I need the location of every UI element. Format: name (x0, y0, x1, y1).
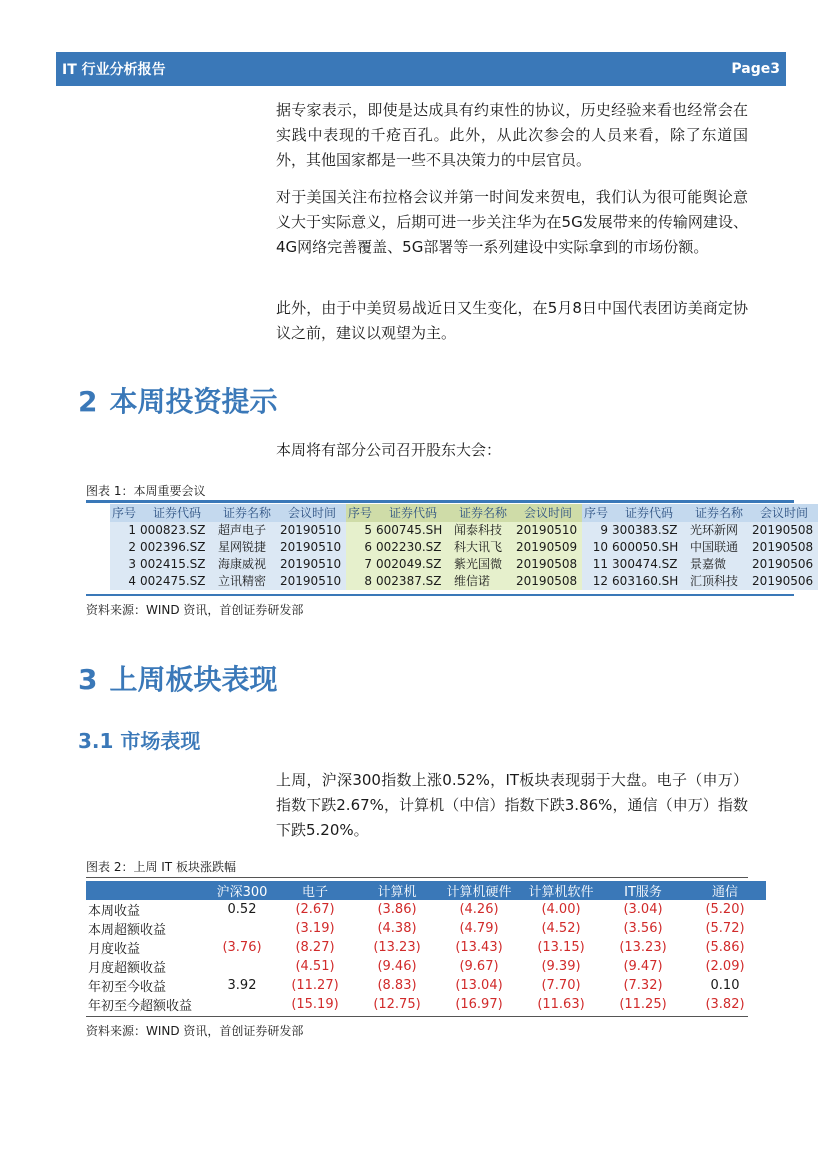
cell-no: 10 (582, 539, 610, 556)
cell-code: 002475.SZ (138, 573, 216, 590)
cell-no: 12 (582, 573, 610, 590)
cell-date: 20190508 (514, 573, 582, 590)
cell-no: 5 (346, 522, 374, 539)
header-date: 会议时间 (278, 504, 346, 522)
header-telecom: 通信 (684, 881, 766, 900)
cell-name: 紫光国微 (452, 556, 514, 573)
cell-it-services: (3.56) (623, 921, 663, 936)
cell-code: 000823.SZ (138, 522, 216, 539)
cell-no: 2 (110, 539, 138, 556)
cell-no: 4 (110, 573, 138, 590)
cell-telecom: (5.72) (705, 921, 745, 936)
cell-it-services: (9.47) (623, 959, 663, 974)
table-row (86, 919, 766, 938)
figure-2-bottom-rule (86, 1016, 748, 1017)
row-label: 月度收益 (88, 942, 141, 957)
cell-it-services: (7.32) (623, 978, 663, 993)
cell-name: 闻泰科技 (452, 522, 514, 539)
section-3-title: 上周板块表现 (109, 663, 278, 696)
cell-software: (13.15) (537, 940, 585, 955)
paragraph-1: 据专家表示，即使是达成具有约束性的协议，历史经验来看也经常会在实践中表现的千疮百孔。此外，从此次参会的人员来看，除了东道国外，其他国家都是一些不具决策力的中层官员。 (276, 101, 748, 169)
section-2-title: 本周投资提示 (109, 385, 278, 418)
page-number: Page3 (731, 61, 780, 77)
cell-date: 20190510 (278, 539, 346, 556)
paragraph-3: 此外，由于中美贸易战近日又生变化，在5月8日中国代表团访美商定协议之前，建议以观望为主。 (276, 299, 748, 342)
cell-computer: (13.23) (373, 940, 421, 955)
cell-electronics: (2.67) (295, 902, 335, 917)
cell-hardware: (13.43) (455, 940, 503, 955)
cell-date: 20190510 (278, 573, 346, 590)
cell-name: 汇顶科技 (688, 573, 750, 590)
cell-name: 科大讯飞 (452, 539, 514, 556)
cell-software: (4.00) (541, 902, 581, 917)
header-code: 证券代码 (610, 504, 688, 522)
cell-computer: (12.75) (373, 997, 421, 1012)
sector-table-header (86, 881, 766, 900)
table-row (110, 573, 818, 590)
table-row (86, 938, 766, 957)
header-hs300: 沪深300 (210, 881, 274, 900)
cell-date: 20190508 (750, 539, 818, 556)
header-it-services: IT服务 (602, 881, 684, 900)
cell-name: 星网锐捷 (216, 539, 278, 556)
cell-telecom: 0.10 (710, 978, 740, 993)
header-name: 证券名称 (452, 504, 514, 522)
table-row (110, 522, 818, 539)
cell-hs300: 3.92 (227, 978, 257, 993)
cell-date: 20190510 (514, 522, 582, 539)
row-label: 本周超额收益 (88, 923, 167, 938)
page-header (56, 52, 786, 86)
section-3-heading (78, 658, 278, 698)
cell-computer: (3.86) (377, 902, 417, 917)
meetings-table-header (110, 504, 818, 522)
cell-code: 300474.SZ (610, 556, 688, 573)
cell-software: (7.70) (541, 978, 581, 993)
cell-name: 超声电子 (216, 522, 278, 539)
header-hardware: 计算机硬件 (438, 881, 520, 900)
cell-no: 3 (110, 556, 138, 573)
cell-computer: (4.38) (377, 921, 417, 936)
figure-2-top-rule (86, 877, 748, 878)
paragraph-2: 对于美国关注布拉格会议并第一时间发来贺电，我们认为很可能舆论意义大于实际意义，后期可进一步关注华为在5G发展带来的传输网建设、4G网络完善覆盖、5G部署等一系列建设中实际拿到的市场份额。 (276, 188, 748, 256)
cell-it-services: (3.04) (623, 902, 663, 917)
cell-hs300 (210, 995, 274, 1014)
cell-date: 20190510 (278, 556, 346, 573)
cell-code: 002230.SZ (374, 539, 452, 556)
header-name: 证券名称 (688, 504, 750, 522)
cell-electronics: (11.27) (291, 978, 339, 993)
cell-hs300: 0.52 (227, 902, 257, 917)
cell-code: 300383.SZ (610, 522, 688, 539)
table-row (86, 995, 766, 1014)
cell-hardware: (4.26) (459, 902, 499, 917)
figure-1-source: 资料来源：WIND 资讯，首创证券研发部 (86, 603, 304, 617)
section-3-1-number: 3.1 (78, 729, 114, 753)
cell-date: 20190510 (278, 522, 346, 539)
header-computer: 计算机 (356, 881, 438, 900)
cell-name: 光环新网 (688, 522, 750, 539)
cell-date: 20190508 (514, 556, 582, 573)
cell-telecom: (5.86) (705, 940, 745, 955)
cell-no: 1 (110, 522, 138, 539)
cell-name: 立讯精密 (216, 573, 278, 590)
header-date: 会议时间 (750, 504, 818, 522)
cell-code: 002396.SZ (138, 539, 216, 556)
cell-hs300: (3.76) (222, 940, 262, 955)
header-no: 序号 (110, 504, 138, 522)
header-software: 计算机软件 (520, 881, 602, 900)
cell-date: 20190509 (514, 539, 582, 556)
figure-1-top-rule (86, 500, 794, 503)
section-2-number: 2 (78, 385, 98, 418)
cell-telecom: (3.82) (705, 997, 745, 1012)
section-3-1-title: 市场表现 (120, 729, 201, 753)
report-title: IT 行业分析报告 (62, 62, 166, 78)
section-2-heading (78, 380, 278, 420)
cell-hardware: (13.04) (455, 978, 503, 993)
cell-name: 维信诺 (452, 573, 514, 590)
paragraph-4: 本周将有部分公司召开股东大会： (276, 441, 502, 459)
cell-electronics: (8.27) (295, 940, 335, 955)
cell-code: 600050.SH (610, 539, 688, 556)
cell-no: 11 (582, 556, 610, 573)
figure-2-source: 资料来源：WIND 资讯，首创证券研发部 (86, 1024, 304, 1038)
cell-code: 002387.SZ (374, 573, 452, 590)
header-code: 证券代码 (374, 504, 452, 522)
cell-electronics: (3.19) (295, 921, 335, 936)
cell-electronics: (4.51) (295, 959, 335, 974)
header-date: 会议时间 (514, 504, 582, 522)
header-no: 序号 (582, 504, 610, 522)
cell-hardware: (16.97) (455, 997, 503, 1012)
figure-2-title: 图表 2：上周 IT 板块涨跌幅 (86, 860, 236, 874)
cell-code: 600745.SH (374, 522, 452, 539)
cell-telecom: (2.09) (705, 959, 745, 974)
row-label: 年初至今收益 (88, 980, 167, 995)
cell-software: (4.52) (541, 921, 581, 936)
header-name: 证券名称 (216, 504, 278, 522)
cell-electronics: (15.19) (291, 997, 339, 1012)
cell-it-services: (11.25) (619, 997, 667, 1012)
table-row (86, 900, 766, 919)
table-row (110, 539, 818, 556)
row-label: 年初至今超额收益 (88, 999, 193, 1014)
cell-name: 海康威视 (216, 556, 278, 573)
section-3-number: 3 (78, 663, 98, 696)
cell-no: 6 (346, 539, 374, 556)
cell-date: 20190506 (750, 573, 818, 590)
cell-date: 20190506 (750, 556, 818, 573)
cell-name: 中国联通 (688, 539, 750, 556)
cell-no: 8 (346, 573, 374, 590)
cell-code: 002415.SZ (138, 556, 216, 573)
header-electronics: 电子 (274, 881, 356, 900)
sector-performance-table (86, 881, 766, 1014)
cell-no: 9 (582, 522, 610, 539)
row-label: 月度超额收益 (88, 961, 167, 976)
cell-code: 603160.SH (610, 573, 688, 590)
figure-1-title: 图表 1：本周重要会议 (86, 484, 206, 498)
cell-hs300 (210, 919, 274, 938)
cell-software: (11.63) (537, 997, 585, 1012)
meetings-table (110, 504, 818, 590)
paragraph-5: 上周，沪深300指数上涨0.52%，IT板块表现弱于大盘。电子（申万）指数下跌2.67%，计算机（中信）指数下跌3.86%，通信（申万）指数下跌5.20%。 (276, 771, 748, 839)
cell-computer: (8.83) (377, 978, 417, 993)
cell-no: 7 (346, 556, 374, 573)
cell-code: 002049.SZ (374, 556, 452, 573)
cell-name: 景嘉微 (688, 556, 750, 573)
row-label: 本周收益 (88, 904, 141, 919)
header-no: 序号 (346, 504, 374, 522)
section-3-1-heading (78, 725, 200, 754)
table-row (86, 976, 766, 995)
cell-telecom: (5.20) (705, 902, 745, 917)
cell-date: 20190508 (750, 522, 818, 539)
cell-software: (9.39) (541, 959, 581, 974)
header-blank (86, 881, 210, 900)
table-row (86, 957, 766, 976)
cell-it-services: (13.23) (619, 940, 667, 955)
cell-hardware: (4.79) (459, 921, 499, 936)
header-code: 证券代码 (138, 504, 216, 522)
table-row (110, 556, 818, 573)
cell-computer: (9.46) (377, 959, 417, 974)
cell-hardware: (9.67) (459, 959, 499, 974)
figure-1-bottom-rule (86, 594, 794, 596)
cell-hs300 (210, 957, 274, 976)
